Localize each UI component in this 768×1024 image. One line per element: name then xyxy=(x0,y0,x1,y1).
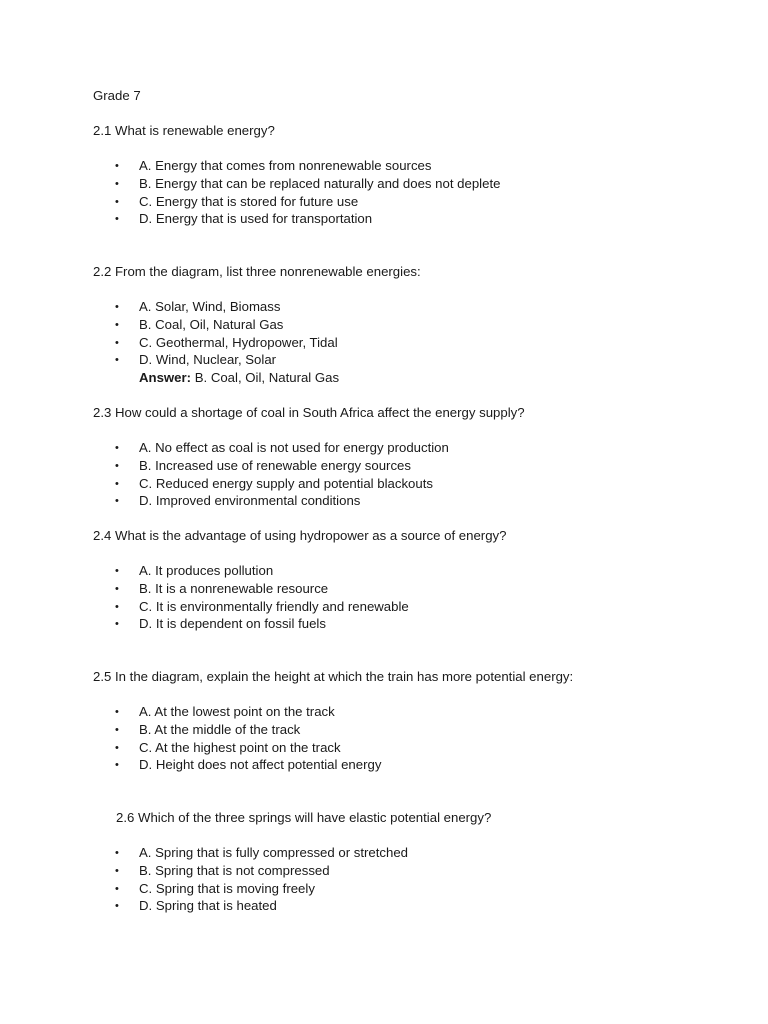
bullet-icon: • xyxy=(115,600,119,613)
option: • B. Coal, Oil, Natural Gas xyxy=(115,316,284,332)
options-2-4 xyxy=(0,562,409,633)
bullet-icon: • xyxy=(115,864,119,877)
bullet-icon: • xyxy=(115,301,119,313)
option: • B. Spring that is not compressed xyxy=(115,862,330,878)
bullet-icon: • xyxy=(115,477,119,490)
options-2-6 xyxy=(0,844,408,915)
question-2-4: 2.4 What is the advantage of using hydropower as a source of energy? xyxy=(93,528,507,543)
bullet-icon: • xyxy=(115,195,119,208)
option: • A. Spring that is fully compressed or stretched xyxy=(115,845,408,860)
question-2-2: 2.2 From the diagram, list three nonrenewable energies: xyxy=(93,264,421,279)
option: • C. It is environmentally friendly and renewable xyxy=(115,598,409,614)
bullet-icon: • xyxy=(115,160,119,172)
option: • A. No effect as coal is not used for energy production xyxy=(115,440,449,455)
bullet-icon: • xyxy=(115,882,119,895)
option: • A. Solar, Wind, Biomass xyxy=(115,299,281,314)
option: • D. Energy that is used for transportation xyxy=(115,211,373,227)
option: • D. It is dependent on fossil fuels xyxy=(115,616,326,632)
bullet-icon: • xyxy=(115,495,119,508)
bullet-icon: • xyxy=(115,723,119,736)
bullet-icon: • xyxy=(115,354,119,367)
option: • A. Energy that comes from nonrenewable sources xyxy=(115,158,432,173)
answer-text: B. Coal, Oil, Natural Gas xyxy=(191,370,340,385)
bullet-icon: • xyxy=(115,442,119,454)
answer-label: Answer: xyxy=(139,370,192,385)
bullet-icon: • xyxy=(115,847,119,859)
option: • C. Reduced energy supply and potential blackouts xyxy=(115,475,433,491)
bullet-icon: • xyxy=(115,459,119,472)
option: • B. At the middle of the track xyxy=(115,721,301,737)
option: • B. Increased use of renewable energy sources xyxy=(115,457,411,473)
bullet-icon: • xyxy=(115,582,119,595)
question-2-3: 2.3 How could a shortage of coal in South Africa affect the energy supply? xyxy=(93,405,525,420)
question-2-5: 2.5 In the diagram, explain the height at which the train has more potential energy: xyxy=(93,669,574,684)
option: • A. At the lowest point on the track xyxy=(115,704,335,719)
option: • D. Spring that is heated xyxy=(115,898,277,914)
option: • C. Geothermal, Hydropower, Tidal xyxy=(115,334,338,350)
bullet-icon: • xyxy=(115,741,119,754)
option: • D. Improved environmental conditions xyxy=(115,493,361,509)
options-2-3 xyxy=(0,439,449,510)
options-2-5 xyxy=(0,703,381,774)
bullet-icon: • xyxy=(115,618,119,631)
answer-2-2 xyxy=(139,369,339,387)
bullet-icon: • xyxy=(115,213,119,226)
grade-heading: Grade 7 xyxy=(93,88,141,103)
option: • D. Wind, Nuclear, Solar xyxy=(115,352,277,368)
bullet-icon: • xyxy=(115,318,119,331)
bullet-icon: • xyxy=(115,759,119,772)
question-2-6: 2.6 Which of the three springs will have elastic potential energy? xyxy=(116,810,492,825)
option: • D. Height does not affect potential energy xyxy=(115,757,382,773)
option: • A. It produces pollution xyxy=(115,563,274,578)
question-2-1: 2.1 What is renewable energy? xyxy=(93,123,275,138)
options-2-2 xyxy=(0,298,338,369)
option: • B. It is a nonrenewable resource xyxy=(115,580,329,596)
bullet-icon: • xyxy=(115,900,119,913)
bullet-icon: • xyxy=(115,565,119,577)
option: • C. Energy that is stored for future use xyxy=(115,193,359,209)
options-2-1 xyxy=(0,157,500,228)
option: • C. At the highest point on the track xyxy=(115,739,341,755)
bullet-icon: • xyxy=(115,706,119,718)
option: • B. Energy that can be replaced naturally and does not deplete xyxy=(115,175,501,191)
bullet-icon: • xyxy=(115,177,119,190)
bullet-icon: • xyxy=(115,336,119,349)
option: • C. Spring that is moving freely xyxy=(115,880,315,896)
